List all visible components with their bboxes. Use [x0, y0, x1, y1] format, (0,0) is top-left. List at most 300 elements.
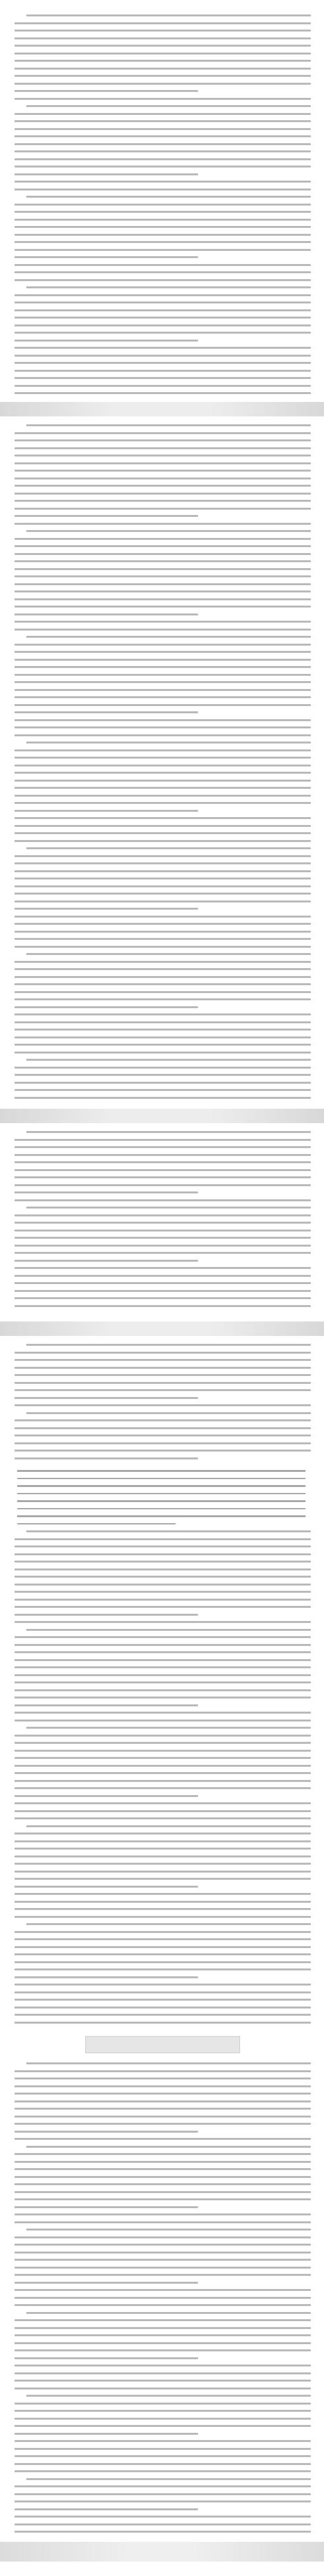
highlight-title-box [85, 2036, 240, 2053]
text-line [14, 704, 311, 706]
text-line [14, 787, 311, 789]
text-line [14, 1901, 311, 1903]
text-line [14, 1968, 311, 1970]
text-line [14, 1704, 198, 1706]
text-line [26, 1131, 311, 1133]
text-line [14, 60, 311, 62]
text-line [14, 2297, 311, 2299]
text-line [14, 166, 311, 167]
text-line [14, 1214, 311, 1216]
text-line [14, 734, 311, 736]
text-line [14, 2403, 311, 2405]
text-line [14, 2213, 311, 2215]
text-line [14, 1614, 198, 1616]
text-line [14, 1697, 311, 1699]
text-line [14, 377, 311, 379]
text-line [14, 241, 311, 243]
text-line [14, 2425, 311, 2427]
text-line [14, 772, 311, 774]
text-line [14, 1553, 311, 1555]
text-line [14, 2448, 311, 2450]
text-line [14, 1787, 311, 1789]
text-line [14, 757, 311, 759]
text-line [14, 1097, 311, 1099]
text-line [14, 613, 198, 615]
text-line [14, 719, 311, 721]
text-line [14, 249, 311, 251]
text-line [14, 45, 311, 47]
text-line [14, 2523, 311, 2525]
text-line [14, 644, 311, 646]
text-line [14, 825, 311, 827]
text-line [14, 1999, 311, 2001]
text-line [14, 256, 198, 258]
text-line [14, 938, 311, 940]
text-line [14, 470, 311, 472]
text-line [14, 1953, 311, 1955]
text-line [14, 294, 311, 296]
text-line [14, 1191, 198, 1193]
quote-line [17, 1470, 306, 1472]
text-line [14, 279, 311, 281]
text-line [14, 621, 311, 623]
text-line [14, 523, 311, 525]
text-line [14, 1029, 311, 1031]
text-line [14, 143, 311, 145]
text-line [14, 1666, 311, 1668]
text-line [14, 2282, 198, 2284]
text-line [14, 1434, 311, 1436]
section-heading-band [0, 1321, 324, 1336]
text-line [14, 462, 311, 464]
text-line [14, 877, 311, 879]
text-line [14, 1290, 311, 1292]
text-line [26, 286, 311, 288]
text-line [14, 1886, 198, 1888]
text-line [14, 2077, 311, 2079]
text-line [14, 2236, 311, 2238]
text-line [14, 1450, 311, 1452]
text-line [14, 1074, 311, 1076]
text-line [14, 68, 311, 70]
quote-line [17, 1523, 176, 1525]
text-line [14, 2007, 311, 2009]
text-line [14, 1931, 311, 1933]
text-line [26, 105, 311, 107]
text-line [14, 590, 311, 592]
text-line [14, 1908, 311, 1910]
text-line [14, 2138, 311, 2140]
text-line [26, 2395, 311, 2397]
text-line [14, 1545, 311, 1547]
text-line [14, 1946, 311, 1948]
text-line [14, 1199, 311, 1201]
text-line [26, 953, 311, 955]
text-line [14, 189, 311, 190]
text-line [14, 135, 311, 137]
text-line [14, 1389, 311, 1391]
text-line [14, 2342, 311, 2344]
text-line [14, 1810, 311, 1812]
text-line [26, 196, 311, 198]
text-line [26, 1412, 311, 1414]
text-line [14, 1750, 311, 1752]
text-line [14, 538, 311, 540]
text-lines [14, 2062, 311, 2539]
text-line [14, 1712, 311, 1714]
text-lines [14, 1530, 311, 2029]
text-line [14, 2244, 311, 2246]
text-line [14, 2252, 311, 2254]
text-line [26, 2478, 311, 2480]
text-line [14, 765, 311, 766]
text-line [14, 923, 311, 925]
text-line [14, 2093, 311, 2095]
text-line [14, 651, 311, 653]
text-line [14, 2455, 311, 2457]
text-line [14, 2206, 198, 2208]
text-line [14, 2221, 311, 2223]
text-line [14, 1757, 311, 1759]
text-line [14, 1817, 311, 1819]
text-line [14, 2463, 311, 2465]
text-line [14, 568, 311, 570]
text-line [14, 900, 311, 902]
text-line [14, 666, 311, 668]
text-line [14, 2153, 311, 2155]
text-line [14, 2289, 311, 2291]
text-line [14, 2267, 311, 2269]
text-line [14, 2372, 311, 2374]
text-line [14, 2319, 311, 2321]
text-line [14, 1772, 311, 1774]
text-line [14, 485, 311, 487]
text-line [14, 1848, 311, 1850]
text-line [14, 2274, 311, 2276]
text-line [14, 1222, 311, 1224]
text-line [14, 862, 311, 864]
quote-lines [17, 1470, 306, 1530]
text-line [14, 780, 311, 782]
text-line [14, 1568, 311, 1570]
text-line [26, 2312, 311, 2314]
text-line [14, 1599, 311, 1601]
text-line [14, 347, 311, 349]
text-line [14, 1591, 311, 1593]
text-line [14, 1584, 311, 1586]
text-line [14, 2168, 311, 2170]
text-line [14, 1044, 311, 1046]
text-line [14, 696, 311, 698]
text-line [14, 2380, 311, 2382]
text-line [14, 598, 311, 600]
text-lines [14, 1344, 311, 1465]
text-line [14, 128, 311, 130]
text-line [14, 2418, 311, 2420]
text-line [14, 362, 311, 364]
text-lines [14, 1131, 311, 1312]
text-line [14, 1267, 311, 1269]
text-line [14, 1021, 311, 1023]
text-line [14, 908, 198, 910]
text-line [14, 1916, 311, 1918]
text-line [14, 802, 311, 804]
text-line [14, 795, 311, 797]
text-line [14, 1538, 311, 1540]
section-heading-band [0, 1109, 324, 1123]
text-line [14, 1154, 311, 1156]
text-line [14, 1636, 311, 1638]
text-line [14, 1871, 311, 1873]
text-line [14, 385, 311, 387]
text-line [14, 817, 311, 819]
text-line [14, 37, 311, 39]
text-line [14, 1352, 311, 1354]
text-line [14, 1832, 311, 1834]
quote-line [17, 1515, 306, 1517]
text-line [26, 1629, 311, 1631]
text-line [14, 1036, 311, 1038]
text-line [14, 810, 198, 812]
text-line [14, 508, 311, 510]
text-line [14, 1442, 311, 1444]
quote-line [17, 1508, 306, 1510]
text-line [14, 2365, 311, 2366]
text-line [14, 1013, 311, 1015]
text-line [14, 2493, 311, 2495]
text-line [14, 355, 311, 357]
text-line [26, 2146, 311, 2148]
text-line [14, 1802, 311, 1804]
text-line [14, 22, 311, 24]
text-line [26, 1207, 311, 1209]
text-line [14, 946, 311, 948]
text-line [14, 392, 311, 394]
text-line [14, 1359, 311, 1361]
text-line [14, 181, 311, 183]
text-line [14, 2410, 311, 2412]
text-line [14, 2304, 311, 2306]
text-line [14, 2022, 311, 2024]
section-heading-band [0, 402, 324, 416]
text-line [14, 2183, 311, 2185]
text-line [14, 340, 198, 342]
text-line [14, 324, 311, 326]
text-line [14, 2100, 311, 2102]
text-line [14, 1367, 311, 1369]
text-line [14, 226, 311, 228]
text-line [14, 1245, 311, 1247]
text-line [14, 2191, 311, 2193]
text-line [14, 264, 311, 266]
text-line [14, 332, 311, 334]
text-line [26, 2062, 311, 2064]
text-line [14, 2485, 311, 2487]
text-line [14, 2334, 311, 2336]
quote-line [17, 1478, 306, 1480]
text-line [14, 991, 311, 993]
footer-heading-band [0, 2542, 324, 2562]
text-line [26, 1825, 311, 1827]
text-line [26, 1059, 311, 1061]
text-line [14, 2357, 198, 2359]
text-line [14, 113, 311, 115]
text-line [14, 439, 311, 441]
text-line [26, 1727, 311, 1729]
text-line [14, 1089, 311, 1091]
text-line [14, 120, 311, 122]
text-line [14, 2014, 311, 2016]
text-line [26, 530, 311, 532]
text-line [14, 1689, 311, 1691]
text-line [14, 370, 311, 372]
text-line [14, 83, 311, 85]
text-line [14, 515, 198, 517]
text-line [26, 1530, 311, 1532]
text-line [14, 1297, 311, 1299]
text-line [14, 2327, 311, 2329]
text-line [14, 1305, 311, 1307]
text-line [14, 553, 311, 555]
text-line [14, 1260, 198, 1262]
text-line [14, 2433, 198, 2435]
text-line [14, 1237, 311, 1239]
text-line [26, 847, 311, 849]
text-line [14, 75, 311, 77]
text-line [14, 1082, 311, 1084]
text-line [14, 961, 311, 963]
text-line [26, 2229, 311, 2231]
text-line [14, 2116, 311, 2118]
text-line [14, 583, 311, 585]
text-line [14, 1230, 311, 1232]
text-line [14, 309, 311, 311]
text-line [14, 2259, 311, 2261]
text-line [26, 1344, 311, 1346]
text-line [14, 477, 311, 479]
text-line [14, 545, 311, 547]
text-line [14, 150, 311, 152]
text-line [14, 983, 311, 985]
text-line [14, 1795, 198, 1797]
text-line [14, 1252, 311, 1254]
text-line [14, 1397, 198, 1399]
text-line [14, 234, 311, 236]
text-line [26, 1923, 311, 1925]
text-line [14, 1651, 311, 1653]
text-line [14, 1419, 311, 1421]
quote-line [17, 1500, 306, 1502]
text-line [14, 629, 311, 631]
text-line [14, 1282, 311, 1284]
text-line [14, 749, 311, 751]
text-line [14, 1961, 311, 1963]
text-line [14, 301, 311, 303]
text-line [14, 1606, 311, 1608]
text-line [14, 211, 311, 213]
text-line [26, 424, 311, 426]
text-line [14, 931, 311, 933]
text-line [26, 636, 311, 638]
text-line [14, 2176, 311, 2178]
text-line [14, 1659, 311, 1661]
text-line [14, 560, 311, 562]
text-line [14, 1742, 311, 1744]
text-line [14, 455, 311, 456]
text-line [14, 2198, 311, 2200]
text-line [14, 893, 311, 895]
text-line [14, 2440, 311, 2442]
text-line [14, 500, 311, 502]
text-line [14, 1161, 311, 1163]
text-line [14, 1427, 311, 1429]
text-line [14, 976, 311, 978]
text-line [14, 575, 311, 577]
text-line [14, 1735, 311, 1737]
text-line [14, 2131, 198, 2133]
text-line [14, 1561, 311, 1563]
text-line [14, 885, 311, 887]
text-line [14, 204, 311, 206]
quote-line [17, 1493, 306, 1495]
text-line [14, 1720, 311, 1721]
text-line [14, 30, 311, 32]
text-line [14, 681, 311, 683]
text-line [14, 1938, 311, 1940]
text-line [14, 2123, 311, 2125]
text-line [14, 158, 311, 160]
text-line [14, 659, 311, 661]
text-line [14, 1621, 311, 1623]
text-line [14, 2531, 311, 2533]
text-line [14, 447, 311, 449]
text-line [14, 1052, 311, 1054]
text-line [14, 1893, 311, 1895]
text-line [14, 1674, 311, 1676]
text-line [14, 968, 311, 970]
text-line [14, 493, 311, 495]
text-line [14, 317, 311, 319]
text-line [14, 53, 311, 55]
text-line [14, 1681, 311, 1683]
text-line [14, 1644, 311, 1646]
text-lines [14, 14, 311, 400]
text-line [14, 870, 311, 872]
text-line [14, 2387, 311, 2389]
text-line [14, 1991, 311, 1993]
text-line [14, 998, 311, 1000]
text-line [14, 1067, 311, 1069]
text-line [14, 1855, 311, 1857]
text-line [14, 1382, 311, 1384]
text-line [14, 1146, 311, 1148]
text-line [14, 1457, 198, 1459]
text-line [14, 90, 198, 92]
text-line [14, 606, 311, 608]
text-line [14, 1863, 311, 1865]
text-line [14, 726, 311, 728]
text-line [14, 1576, 311, 1578]
text-line [14, 1976, 198, 1978]
text-line [14, 1984, 311, 1986]
text-line [14, 271, 311, 273]
text-line [14, 1275, 311, 1277]
text-line [14, 2516, 311, 2518]
text-line [14, 2500, 311, 2502]
text-line [14, 689, 311, 691]
text-lines [14, 424, 311, 1104]
text-line [14, 1139, 311, 1141]
